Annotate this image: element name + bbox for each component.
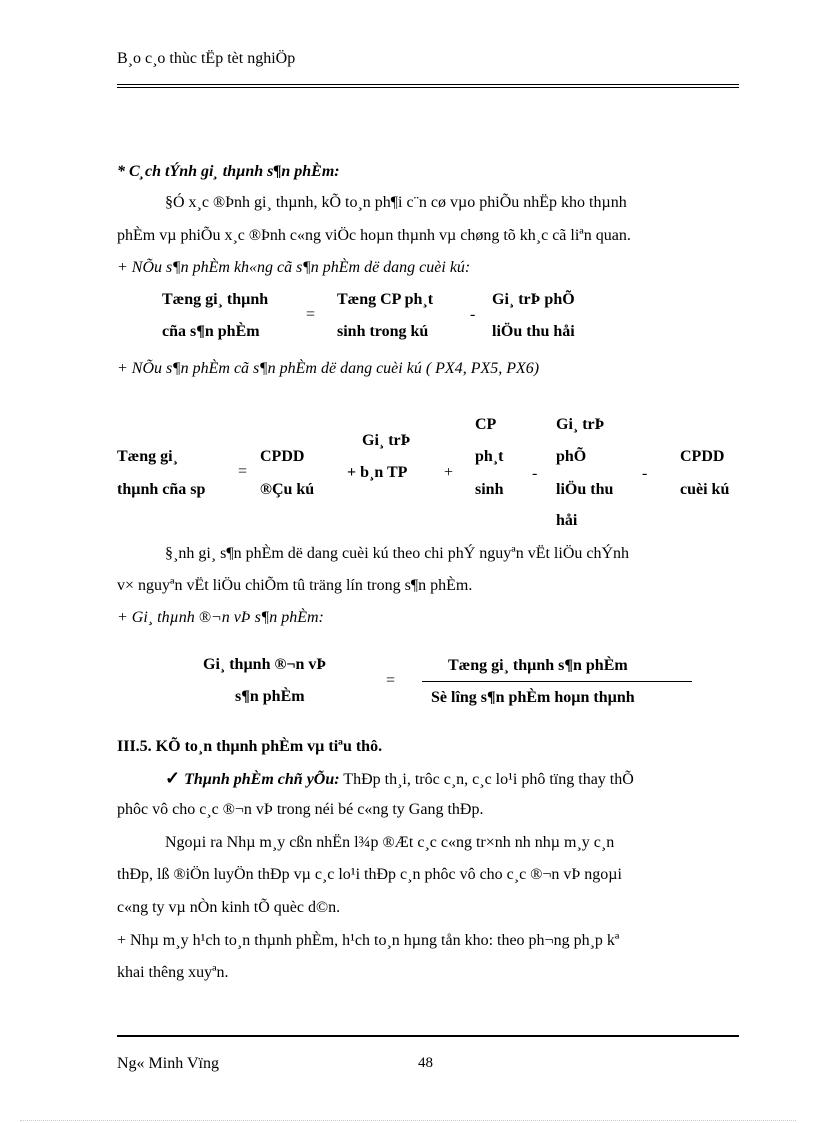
case2-t1-line2: ®Çu kú [260,481,315,498]
case1-equals: = [306,306,316,323]
page-bottom-border [20,1120,796,1121]
case1-term2-line2: liÖu thu håi [492,323,575,340]
case1-term2-line1: Gi¸ trÞ phÕ [492,291,575,308]
unit-cost-label: + Gi¸ thµnh ®¬n vÞ s¶n phÈm: [117,609,324,626]
case2-minus-2: - [642,465,648,482]
section-title: * C¸ch tÝnh gi¸ thµnh s¶n phÈm: [117,163,340,180]
case2-t4-line2: phÕ [556,448,587,465]
para1-line-3: c«ng ty vµ nÒn kinh tÕ quèc d©n. [117,899,341,916]
case2-t3-line1: CP [475,416,497,433]
case1-lhs-line1: Tæng gi¸ thµnh [162,291,269,308]
case2-t1-line1: CPDD [260,448,305,465]
case2-t2-line1: Gi¸ trÞ [362,432,411,449]
bullet-text: ThÐp th¸i, trôc c¸n, c¸c lo¹i phô tïng thay thÕ [339,771,634,788]
unit-cost-lhs-line2: s¶n phÈm [235,688,305,705]
footer-rule [117,1035,739,1037]
wip-line-2: v× nguyªn vËt liÖu chiÕm tû träng lín trong s¶n phÈm. [117,577,473,594]
para2-line-1: + Nhµ m¸y h¹ch to¸n thµnh phÈm, h¹ch to¸n hµng tån kho: theo ph¬ng ph¸p kª [117,932,620,949]
header-rule-bottom [117,87,739,88]
case2-t2-line2: + b¸n TP [347,464,408,481]
case2-lhs-line1: Tæng gi¸ [117,448,178,465]
para1-line-1: Ngoµi ra Nhµ m¸y cßn nhËn l¾p ®Æt c¸c c«ng tr×nh nh nhµ m¸y c¸n [165,834,615,851]
unit-cost-lhs-line1: Gi¸ thµnh ®¬n vÞ [203,656,327,673]
case2-t3-line3: sinh [475,481,504,498]
page-number: 48 [418,1055,433,1071]
check-icon: ✓ [165,768,181,788]
para2-line-2: khai thêng xuyªn. [117,964,229,981]
unit-cost-equals: = [386,672,396,689]
case1-minus: - [470,306,476,323]
unit-cost-denominator: Sè lîng s¶n phÈm hoµn thµnh [431,689,635,706]
case2-plus: + [444,464,454,481]
header-rule-top [117,84,739,85]
case2-t3-line2: ph¸t [475,448,504,465]
section-3-5-heading: III.5. KÕ to¸n thµnh phÈm vµ tiªu thô. [117,738,383,755]
case2-equals: = [238,463,248,480]
case2-t5-line1: CPDD [680,448,725,465]
case2-t4-line1: Gi¸ trÞ [556,416,605,433]
case2-t4-line3: liÖu thu [556,481,614,498]
bullet-label: Thµnh phÈm chñ yÕu: [184,771,340,788]
case1-lhs-line2: cña s¶n phÈm [162,323,260,340]
footer-author: Ng« Minh Vïng [117,1055,219,1072]
case1-term1-line2: sinh trong kú [337,323,429,340]
case2-minus-1: - [532,465,538,482]
unit-cost-numerator: Tæng gi¸ thµnh s¶n phÈm [448,657,628,674]
case1-term1-line1: Tæng CP ph¸t [337,291,434,308]
para1-line-2: thÐp, lß ®iÖn luyÖn thÐp vµ c¸c lo¹i thÐp c¸n phôc vô cho c¸c ®¬n vÞ ngoµi [117,866,622,883]
case2-lhs-line2: thµnh cña sp [117,481,206,498]
intro-line-1: §Ó x¸c ®Þnh gi¸ thµnh, kÕ to¸n ph¶i c¨n cø vµo phiÕu nhËp kho thµnh [165,194,627,211]
unit-cost-fraction-bar [422,681,692,682]
wip-line-1: §¸nh gi¸ s¶n phÈm dë dang cuèi kú theo chi phÝ nguyªn vËt liÖu chÝnh [165,545,630,562]
intro-line-2: phÈm vµ phiÕu x¸c ®Þnh c«ng viÖc hoµn thµnh vµ chøng tõ kh¸c cã liªn quan. [117,227,631,244]
bullet-line-1 [165,768,634,789]
case2-label: + NÕu s¶n phÈm cã s¶n phÈm dë dang cuèi kú ( PX4, PX5, PX6) [117,360,540,377]
case2-t4-line4: håi [556,512,578,529]
case2-t5-line2: cuèi kú [680,481,730,498]
header-title: B¸o c¸o thùc tËp tèt nghiÖp [117,50,296,67]
bullet-line-2: phôc vô cho c¸c ®¬n vÞ trong néi bé c«ng ty Gang thÐp. [117,801,484,818]
case1-label: + NÕu s¶n phÈm kh«ng cã s¶n phÈm dë dang cuèi kú: [117,259,471,276]
